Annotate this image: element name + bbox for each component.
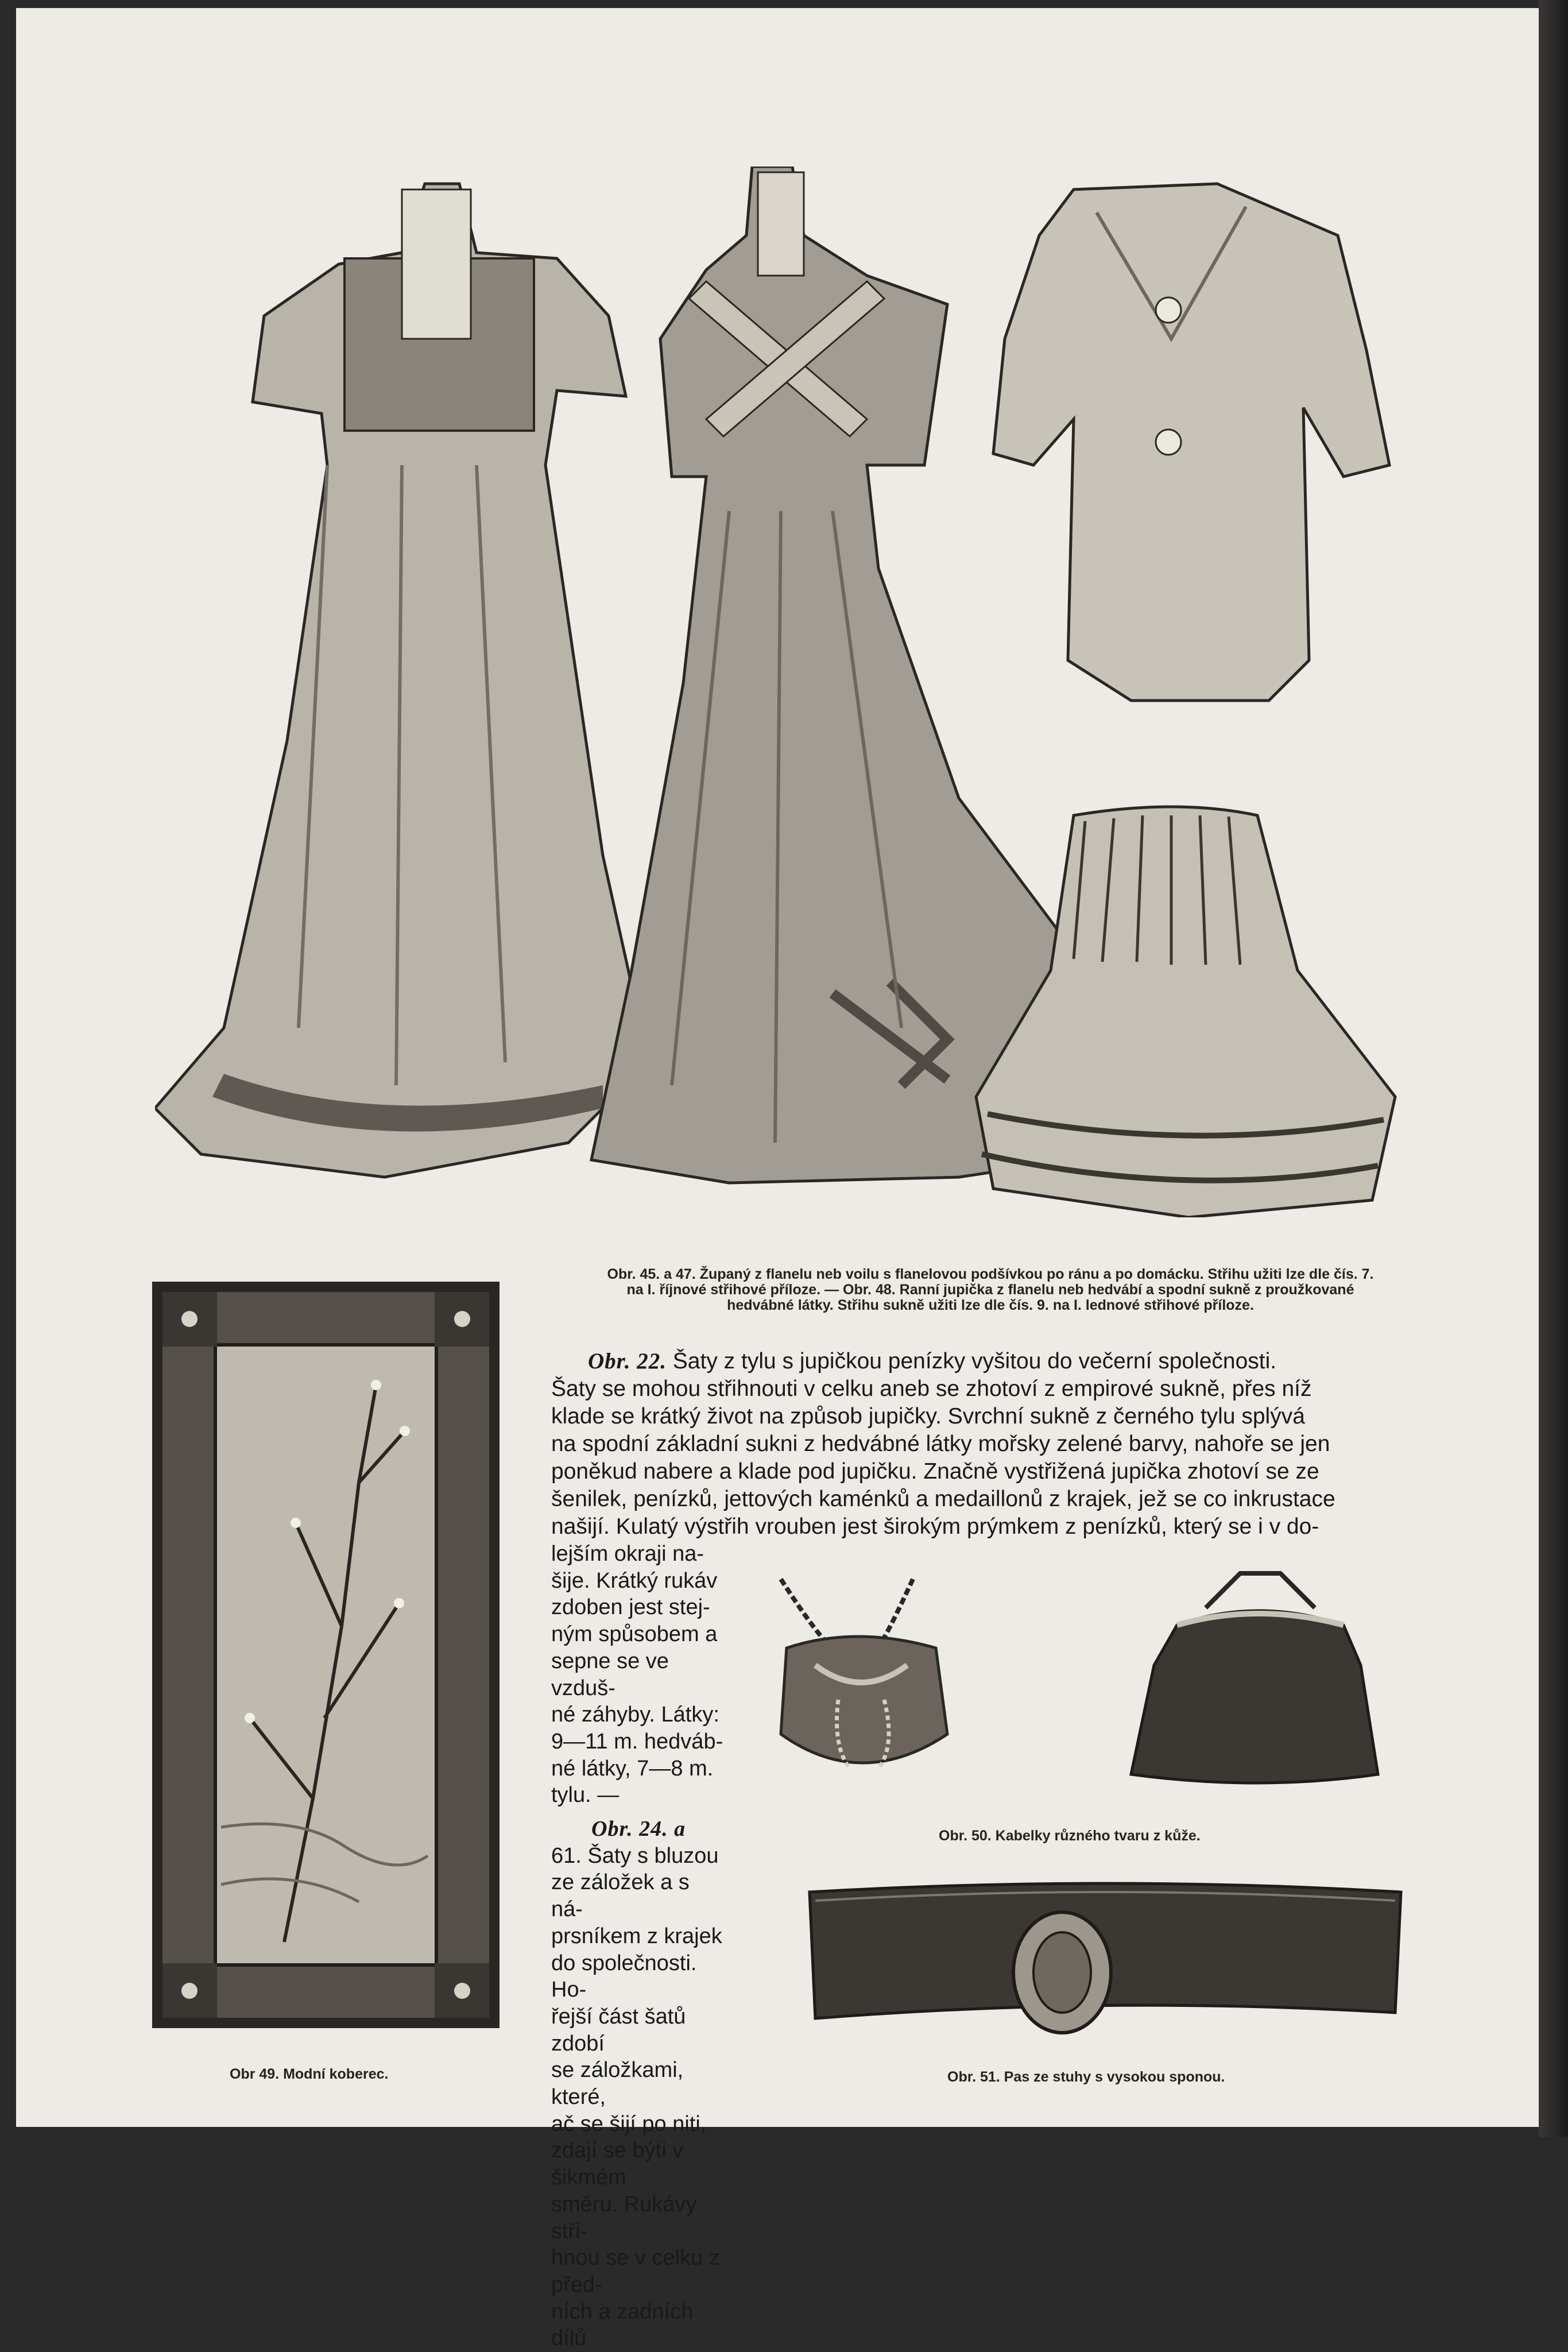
figure-49-caption: Obr 49. Modní koberec.: [230, 2066, 389, 2082]
paragraph-line: né látky, 7—8 m.: [551, 1756, 714, 1781]
paragraph-line: ze záložek a s ná-: [551, 1870, 690, 1922]
paragraph-line: šenilek, penízků, jettových kaménků a medaillonů z krajek, jež se co inkrustace: [551, 1487, 1335, 1511]
handbag-right-drawing: [1131, 1573, 1378, 1783]
page-edge-shadow: [1539, 0, 1568, 2137]
paragraph-line: lejším okraji na-: [551, 1542, 704, 1566]
paragraph-line: ač se šijí po niti,: [551, 2111, 707, 2136]
paragraph-line: směru. Rukávy stři-: [551, 2192, 697, 2243]
paragraph-line: zdají se býti v šikmém: [551, 2138, 684, 2190]
paragraph-line: řejší část šatů zdobí: [551, 2004, 686, 2056]
paragraph-line: na spodní základní sukni z hedvábné látky mořsky zelené barvy, nahoře se jen: [551, 1432, 1330, 1456]
figure-51-caption: Obr. 51. Pas ze stuhy s vysokou sponou.: [947, 2069, 1225, 2085]
figure-reference: Obr. 22.: [588, 1349, 667, 1374]
paragraph-line: šije. Krátký rukáv: [551, 1568, 718, 1593]
paragraph-line: prsníkem z krajek: [551, 1924, 722, 1948]
caption-line: hedvábné látky. Střihu sukně užiti lze dle čís. 9. na I. lednové střihové příloze.: [727, 1297, 1254, 1313]
caption-line: na I. říjnové střihové příloze. — Obr. 48. Ranní jupička z flanelu neb hedvábí a spodní sukně z proužkované: [626, 1282, 1354, 1298]
article-narrow-column: [551, 1541, 723, 2352]
dresses-illustration: [155, 167, 1418, 1217]
paragraph-line: ným spůsobem a: [551, 1622, 718, 1647]
figure-50-caption: Obr. 50. Kabelky různého tvaru z kůže.: [939, 1828, 1201, 1844]
paragraph-line: hnou se v celku z před-: [551, 2246, 720, 2297]
paragraph-line: 61. Šaty s bluzou: [551, 1843, 719, 1868]
paragraph-line: Šaty se mohou střihnouti v celku aneb se zhotoví z empirové sukně, přes níž: [551, 1376, 1312, 1401]
paragraph-line: se záložkami, které,: [551, 2058, 684, 2110]
paragraph-line: do společnosti. Ho-: [551, 1951, 697, 2002]
paragraph-line: 9—11 m. hedváb-: [551, 1729, 723, 1754]
paragraph-line: poněkud nabere a klade pod jupičku. Značně vystřižená jupička zhotoví se ze: [551, 1459, 1319, 1484]
paragraph-line: né záhyby. Látky:: [551, 1703, 719, 1727]
paragraph-line-text: Šaty z tylu s jupičkou penízky vyšitou do večerní společnosti.: [672, 1349, 1277, 1374]
caption-line: Obr. 45. a 47. Županý z flanelu neb voilu s flanelovou podšívkou po ránu a po domácku. Střihu užiti lze dle čís. 7.: [607, 1266, 1374, 1282]
handbags-illustration: [764, 1550, 1401, 1797]
paragraph-line: zdoben jest stej-: [551, 1595, 710, 1620]
figures-45-48-caption: [545, 1267, 1435, 1313]
paragraph-line: našijí. Kulatý výstřih vrouben jest širokým prýmkem z penízků, který se i v do-: [551, 1514, 1319, 1539]
paragraph-line: sepne se ve vzduš-: [551, 1649, 669, 1700]
paragraph-first-line: Obr. 24. a: [591, 1817, 686, 1842]
paragraph-first-line: [551, 1348, 1378, 1375]
dress-45-drawing: [155, 184, 649, 1177]
carpet-illustration: [152, 1282, 500, 2028]
paragraph-line: ních a zadních dílů: [551, 2299, 694, 2351]
belt-illustration: [798, 1875, 1412, 2047]
article-paragraph-22: [551, 1348, 1378, 1541]
handbag-left-drawing: [781, 1579, 947, 1769]
paragraph-line: klade se krátký život na způsob jupičky. Svrchní sukně z černého tylu splývá: [551, 1404, 1305, 1429]
jacket-48-drawing: [993, 184, 1389, 701]
paragraph-line: tylu. —: [551, 1783, 620, 1808]
petticoat-drawing: [976, 807, 1395, 1217]
